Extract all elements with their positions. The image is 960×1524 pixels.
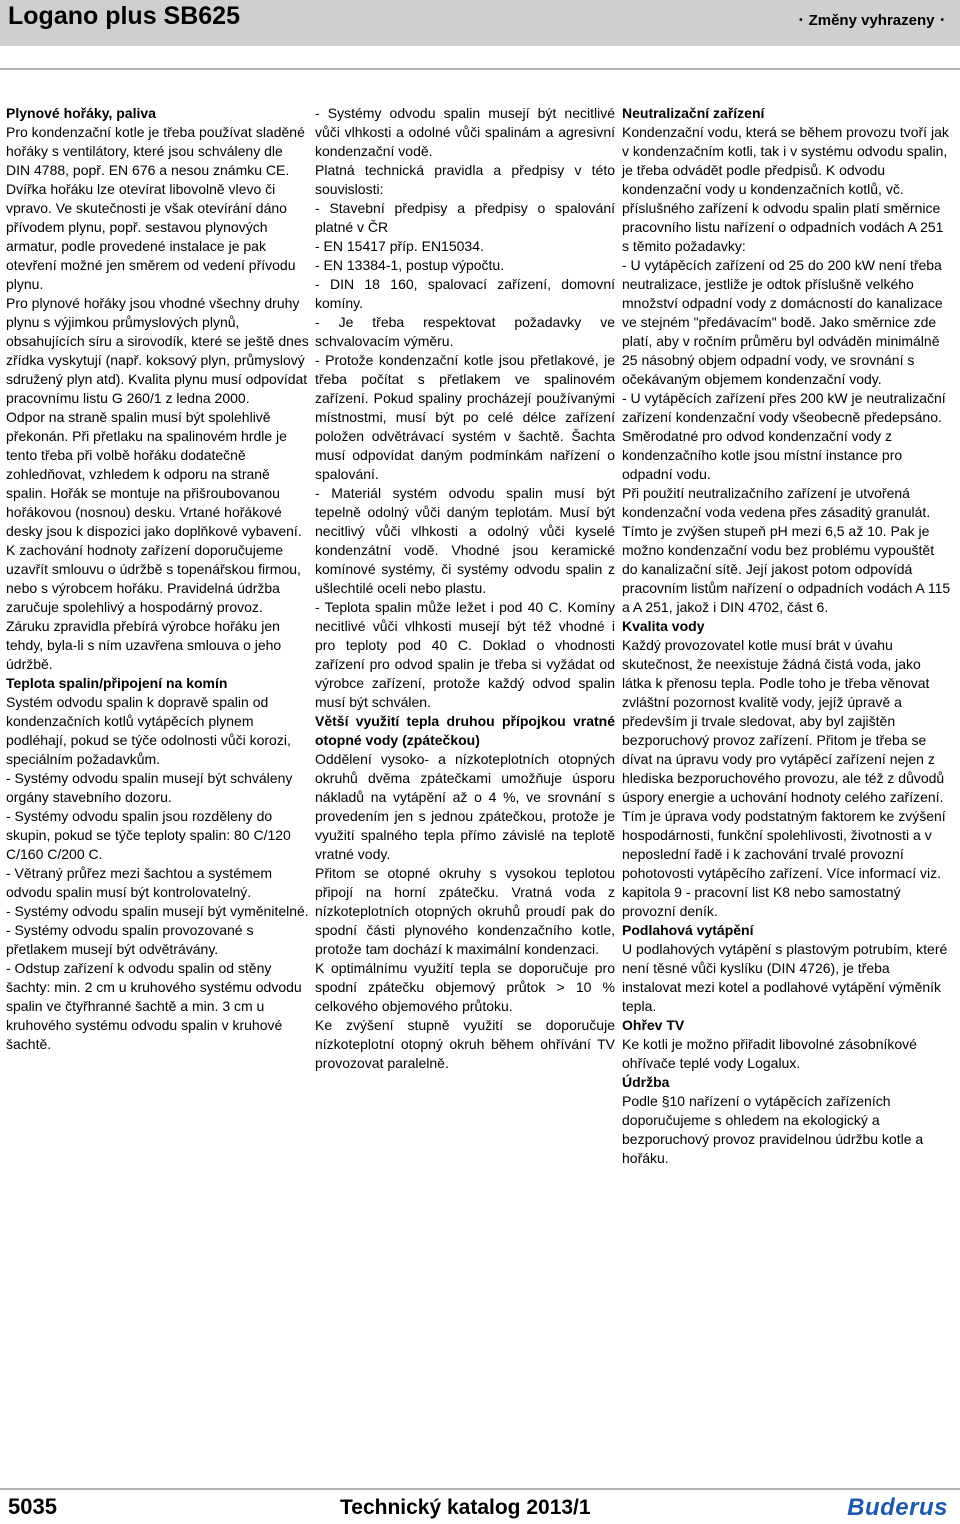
paragraph: - Systémy odvodu spalin jsou rozděleny do skupin, pokud se týče teploty spalin: 80 C/120 C/160 C/200 C. (6, 808, 291, 862)
paragraph: - U vytápěcích zařízení od 25 do 200 kW není třeba neutralizace, jestliže je odtok příslušně velkého množství odpadní vody z domácností do kanalizace ve stejném "předávacím" bodě. Jako směrnice zde platí, aby v ročním průměru byl odváděn minimálně 25 násobný objem odpadní vody, ve srovnání s očekávaným objemem kondenzační vody. (622, 257, 943, 387)
paragraph: Systém odvodu spalin k dopravě spalin od kondenzačních kotlů vytápěcích plynem podléhají, pokud se týče odolnosti vůči korozi, speciálním požadavkům. (6, 694, 291, 767)
paragraph: Pro plynové hořáky jsou vhodné všechny druhy plynu s výjimkou průmyslových plynů, obsahujících síru a sirovodík, které se ještě dnes zřídka vyskytují (např. koksový plyn, průmyslový sdružený plyn atd). Kvalita plynu musí odpovídat pracovnímu listu G 260/1 z ledna 2000. (6, 295, 309, 406)
paragraph: - Systémy odvodu spalin provozované s přetlakem musejí být odvětrávány. (6, 922, 254, 957)
paragraph: - EN 13384-1, postup výpočtu. (315, 257, 505, 273)
paragraph: - U vytápěcích zařízení přes 200 kW je neutralizační zařízení kondenzační vody všeobecně předepsáno. (622, 390, 946, 425)
section-heading: Plynové hořáky, paliva (6, 105, 156, 121)
paragraph: Směrodatné pro odvod kondenzační vody z kondenzačního kotle jsou místní instance pro odpadní vodu. (622, 428, 903, 482)
paragraph: - Protože kondenzační kotle jsou přetlakové, je třeba počítat s přetlakem ve spalinovém zařízení. Pokud spaliny procházejí používanými místnostmi, musí být po celé délce zařízení položen odvětrávací systém v šachtě. Šachta musí odpovídat daným podmínkám nařízení o spalování. (315, 352, 615, 482)
section-heading: Teplota spalin/připojení na komín (6, 675, 228, 691)
paragraph: - Systémy odvodu spalin musejí být schváleny orgány stavebního dozoru. (6, 770, 293, 805)
paragraph: Přitom se otopné okruhy s vysokou teplotou připojí na horní zpátečku. Vratná voda z nízkoteplotních otopných okruhů proudí pak do spodní části plynového kondenzačního kotle, protože tam dochází k maximální kondenzaci. (315, 865, 615, 957)
paragraph: Oddělení vysoko- a nízkoteplotních otopných okruhů dvěma zpátečkami umožňuje úsporu nákladů na vytápění až o 4 %, ve srovnání s provedením jen s jednou zpátečkou, protože je využití spalného tepla přímo závislé na teplotě vratné vody. (315, 751, 615, 862)
paragraph: - DIN 18 160, spalovací zařízení, domovní komíny. (315, 276, 615, 311)
paragraph: K zachování hodnoty zařízení doporučujeme uzavřít smlouvu o údržbě s topenářskou firmou, nebo s výrobcem hořáku. Pravidelná údržba zaručuje spolehlivý a hospodárný provoz. Záruku zpravidla přebírá výrobce hořáku jen tehdy, byla-li s ním uzavřena smlouva o jeho údržbě. (6, 542, 301, 672)
paragraph: U podlahových vytápění s plastovým potrubím, které není těsné vůči kyslíku (DIN 4726), je třeba instalovat mezi kotel a podlahové vytápění výměník tepla. (622, 941, 948, 1014)
changes-reserved-label (793, 12, 950, 29)
section-heading: Údržba (622, 1074, 670, 1090)
paragraph: - Systémy odvodu spalin musejí být necitlivé vůči vlhkosti a odolné vůči spalinám a agresivní kondenzační vodě. (315, 105, 615, 159)
paragraph: Ke zvýšení stupně využití se doporučuje nízkoteplotní otopný okruh během ohřívání TV provozovat paralelně. (315, 1017, 615, 1071)
paragraph: K optimálnímu využití tepla se doporučuje pro spodní zpátečku objemový průtok > 10 % celkového objemového průtoku. (315, 960, 615, 1014)
section-heading: Větší využití tepla druhou přípojkou vratné otopné vody (zpátečkou) (315, 713, 615, 748)
paragraph: - Teplota spalin může ležet i pod 40 C. Komíny necitlivé vůči vlhkosti musejí být též vhodné i pro teploty pod 40 C. Doklad o vhodnosti zařízení pro odvod spalin je třeba si vyžádat od výrobce zařízení, protože každý odvod spalin musí být schválen. (315, 599, 615, 710)
paragraph: - Je třeba respektovat požadavky ve schvalovacím výměru. (315, 314, 615, 349)
section-heading: Ohřev TV (622, 1017, 685, 1033)
text-column-middle (315, 104, 615, 1073)
bullet-icon: • (799, 15, 803, 26)
document-title: Logano plus SB625 (8, 2, 240, 30)
paragraph: Každý provozovatel kotle musí brát v úvahu skutečnost, že neexistuje žádná čistá voda, jako látka k přenosu tepla. Podle toho je třeba věnovat zvláštní pozornost kvalitě vody, jejíž úpravě a především ji trvale sledovat, aby byl zajištěn bezporuchový provoz zařízení. Přitom je třeba se dívat na úpravu vody pro vytápěcí zařízení nejen z hlediska bezporuchového provozu, ale též z důvodů úspory energie a uchování hodnoty celého zařízení. Tím je úprava vody podstatným faktorem ke zvýšení hospodárnosti, funkční spolehlivosti, životnosti a v neposlední řadě i k zachování trvalé provozní pohotovosti vytápěcího zařízení. Více informací viz. kapitola 9 - pracovní list K8 nebo samostatný provozní deník. (622, 637, 946, 919)
paragraph: - Stavební předpisy a předpisy o spalování platné v ČR (315, 200, 615, 235)
paragraph: - Materiál systém odvodu spalin musí být tepelně odolný vůči daným teplotám. Musí být necitlivý vůči vlhkosti a odolný vůči kyselé kondenzátní vodě. Vhodné jsou keramické komínové systémy, či systémy odvodu spalin z ušlechtilé oceli nebo plastu. (315, 485, 615, 596)
catalog-title: Technický katalog 2013/1 (340, 1496, 591, 1519)
page-number: 5035 (8, 1494, 57, 1519)
text-column-left (6, 104, 309, 1054)
paragraph: Pro kondenzační kotle je třeba používat sladěné hořáky s ventilátory, které jsou schváleny dle DIN 4788, popř. EN 676 a nesou známku CE. (6, 124, 305, 178)
paragraph: Při použití neutralizačního zařízení je utvořená kondenzační voda vedena přes zásaditý granulát. Tímto je zvýšen stupeň pH mezi 6,5 až 10. Pak je možno kondenzační vodu bez problému vypouštět do kanalizační sítě. Její jakost potom odpovídá pracovním listům nařízení o odpadních vodách A 115 a A 251, jakož i DIN 4702, část 6. (622, 485, 951, 615)
paragraph: - Větraný průřez mezi šachtou a systémem odvodu spalin musí být kontrolovatelný. (6, 865, 273, 900)
page-header (0, 0, 960, 46)
paragraph: - Odstup zařízení k odvodu spalin od stěny šachty: min. 2 cm u kruhového systému odvodu spalin ve čtyřhranné šachtě a min. 3 cm u kruhového systému odvodu spalin v kruhové šachtě. (6, 960, 302, 1052)
paragraph: Podle §10 nařízení o vytápěcích zařízeních doporučujeme s ohledem na ekologický a bezporuchový provoz pravidelnou údržbu kotle a hořáku. (622, 1093, 924, 1166)
text-column-right (622, 104, 952, 1168)
paragraph: Kondenzační vodu, která se během provozu tvoří jak v kondenzačním kotli, tak i v systému odvodu spalin, je třeba odvádět podle předpisů. K odvodu kondenzační vody u kondenzačních kotlů, vč. příslušného zařízení k odvodu spalin platí směrnice pracovního listu nařízení o odpadních vodách A 251 s těmito požadavky: (622, 124, 949, 254)
paragraph: Platná technická pravidla a předpisy v této souvislosti: (315, 162, 615, 197)
paragraph: Dvířka hořáku lze otevírat libovolně vlevo či vpravo. Ve skutečnosti je však otevírání dáno přívodem plynu, popř. sestavou plynových armatur, podle provedené instalace je pak otevření možné jen směrem od vedení přívodu plynu. (6, 181, 296, 292)
paragraph: Odpor na straně spalin musí být spolehlivě překonán. Při přetlaku na spalinovém hrdle je tento třeba při volbě hořáku dodatečně zohledňovat, vzhledem k odporu na straně spalin. Hořák se montuje na přišroubovanou hořákovou (nosnou) desku. Vrtané hořákové desky jsou k dispozici jako doplňkové vybavení. (6, 409, 302, 539)
section-heading: Neutralizační zařízení (622, 105, 765, 121)
changes-reserved-text: Změny vyhrazeny (808, 12, 935, 29)
bullet-icon: • (940, 15, 944, 26)
buderus-logo: Buderus (847, 1494, 948, 1521)
paragraph: Ke kotli je možno přiřadit libovolné zásobníkové ohřívače teplé vody Logalux. (622, 1036, 917, 1071)
section-heading: Kvalita vody (622, 618, 705, 634)
header-divider (0, 68, 960, 70)
footer-divider (0, 1488, 960, 1490)
section-heading: Podlahová vytápění (622, 922, 754, 938)
paragraph: - Systémy odvodu spalin musejí být vyměnitelné. (6, 903, 309, 919)
paragraph: - EN 15417 příp. EN15034. (315, 238, 484, 254)
